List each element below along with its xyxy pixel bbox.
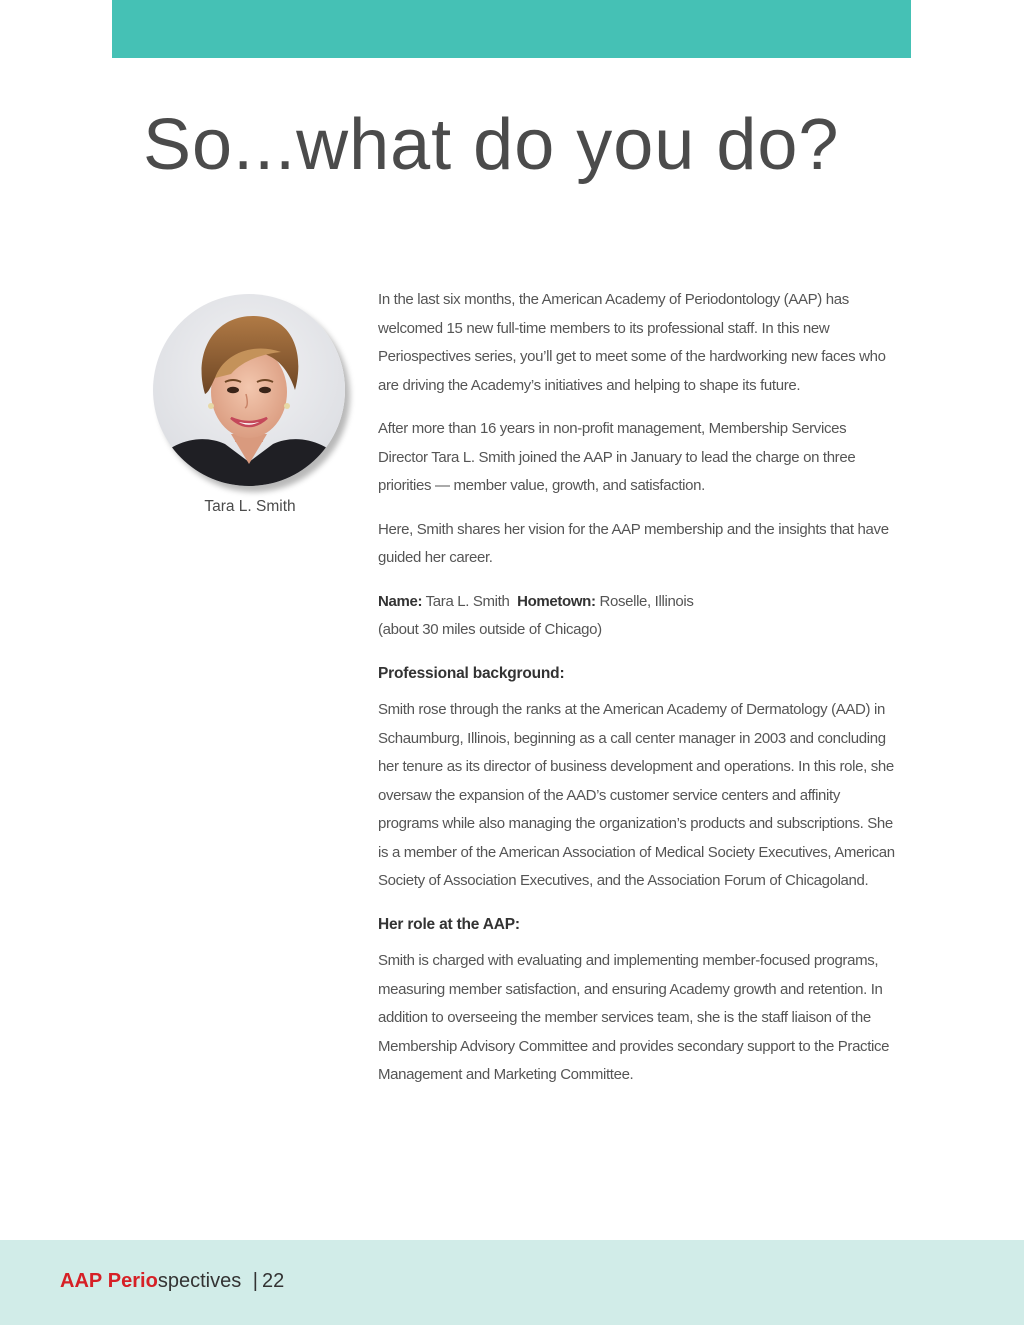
bio-facts <box>378 588 898 645</box>
name-label: Name: <box>378 592 423 610</box>
page-number: 22 <box>261 1270 285 1292</box>
role-paragraph: Smith is charged with evaluating and implementing member-focused programs, measuring member satisfaction, and ensuring Academy growth and retention. In addition to overseeing the member services team, she is the staff liaison of the Membership Advisory Committee and provides secondary support to the Practice Management and Marketing Committee. <box>378 952 890 1083</box>
hometown-value: Roselle, Illinois <box>599 592 694 610</box>
brand-aap: AAP <box>60 1270 103 1292</box>
article-body <box>378 286 898 1105</box>
background-paragraph: Smith rose through the ranks at the American Academy of Dermatology (AAD) in Schaumburg, Illinois, beginning as a call center manager in 2003 and concluding her tenure as its director of business development and operations. In this role, she oversaw the expansion of the AAD’s customer service centers and affinity programs while also managing the organization’s products and subscriptions. She is a member of the American Association of Medical Society Executives, American Society of Association Executives, and the Association Forum of Chicagoland. <box>378 701 895 889</box>
intro-paragraph-2: After more than 16 years in non-profit management, Membership Services Director Tara L. Smith joined the AAP in January to lead the charge on three priorities — member value, growth, and satisfaction. <box>378 420 856 494</box>
intro-paragraph-3: Here, Smith shares her vision for the AAP membership and the insights that have guided her career. <box>378 520 889 566</box>
hometown-label: Hometown: <box>517 592 596 610</box>
portrait-caption: Tara L. Smith <box>204 498 296 515</box>
intro-paragraph: In the last six months, the American Academy of Periodontology (AAP) has welcomed 15 new full-time members to its professional staff. In this new Periospectives series, you’ll get to meet some of the hardworking new faces who are driving the Academy’s initiatives and helping to shape its future. <box>378 291 886 394</box>
top-accent-band <box>112 0 911 58</box>
brand-perio: Perio <box>107 1270 158 1292</box>
portrait-photo <box>153 294 345 486</box>
role-heading: Her role at the AAP: <box>378 915 520 933</box>
hometown-note: (about 30 miles outside of Chicago) <box>378 621 602 638</box>
page-title: So...what do you do? <box>143 105 840 185</box>
page-separator: | <box>252 1270 258 1292</box>
footer-brand <box>60 1270 284 1293</box>
name-value: Tara L. Smith <box>425 592 510 610</box>
brand-spectives: spectives <box>157 1270 242 1292</box>
background-heading: Professional background: <box>378 664 565 682</box>
